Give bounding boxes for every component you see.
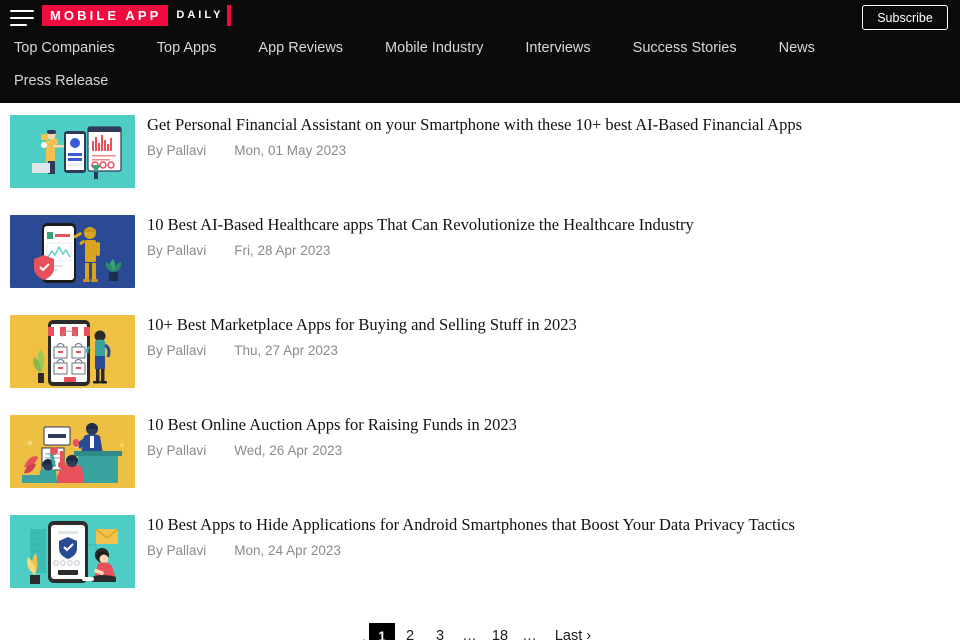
pagination-ellipsis-left: … (462, 628, 478, 640)
article-date: Fri, 28 Apr 2023 (234, 242, 331, 258)
logo-text-secondary: DAILY (168, 5, 225, 26)
hamburger-line (10, 17, 34, 19)
pagination-last-button[interactable]: Last › (554, 628, 592, 640)
nav-item-press-release[interactable]: Press Release (14, 72, 109, 89)
pagination (0, 623, 960, 640)
article-author: By Pallavi (147, 542, 207, 558)
article-title[interactable]: Get Personal Financial Assistant on your Smartphone with these 10+ best AI-Based Financial Apps (147, 115, 803, 134)
nav-item-top-apps[interactable]: Top Apps (156, 40, 217, 56)
site-logo[interactable] (42, 5, 231, 26)
nav-item-success-stories[interactable]: Success Stories (632, 40, 737, 56)
article-list-item[interactable] (0, 215, 960, 315)
nav-item-mobile-industry[interactable]: Mobile Industry (385, 40, 484, 56)
pagination-page-2[interactable]: 2 (405, 628, 415, 640)
article-meta (147, 443, 517, 458)
article-date: Thu, 27 Apr 2023 (234, 342, 338, 358)
article-title[interactable]: 10+ Best Marketplace Apps for Buying and Selling Stuff in 2023 (147, 315, 577, 334)
thumbnail-financial-apps[interactable] (10, 115, 135, 188)
logo-accent-bar (227, 5, 231, 26)
article-author: By Pallavi (147, 142, 207, 158)
nav-item-news[interactable]: News (778, 40, 815, 56)
site-header (0, 0, 960, 103)
pagination-page-3[interactable]: 3 (435, 628, 445, 640)
thumbnail-auction-apps[interactable] (10, 415, 135, 488)
article-title[interactable]: 10 Best Apps to Hide Applications for Android Smartphones that Boost Your Data Privacy Tactics (147, 515, 795, 534)
article-title[interactable]: 10 Best AI-Based Healthcare apps That Can Revolutionize the Healthcare Industry (147, 215, 694, 234)
article-text-block (135, 415, 517, 458)
article-date: Wed, 26 Apr 2023 (234, 442, 343, 458)
thumbnail-hide-apps[interactable] (10, 515, 135, 588)
hamburger-menu-icon[interactable] (10, 8, 36, 28)
thumbnail-marketplace-apps[interactable] (10, 315, 135, 388)
main-navigation (0, 32, 960, 134)
article-list-item[interactable] (0, 315, 960, 415)
pagination-page-1[interactable]: 1 (369, 623, 395, 640)
nav-item-advertise[interactable] (14, 97, 946, 134)
article-author: By Pallavi (147, 342, 207, 358)
article-list-item[interactable] (0, 415, 960, 515)
logo-text-primary: MOBILE APP (42, 5, 168, 26)
nav-item-interviews[interactable]: Interviews (525, 40, 591, 56)
pagination-ellipsis-right: … (522, 628, 538, 640)
hamburger-line (10, 10, 34, 12)
article-meta (147, 143, 802, 158)
nav-item-app-reviews[interactable]: App Reviews (258, 40, 344, 56)
article-text-block (135, 315, 577, 358)
pagination-leading-dot: . (362, 628, 366, 640)
article-title[interactable]: 10 Best Online Auction Apps for Raising Funds in 2023 (147, 415, 517, 434)
subscribe-button[interactable]: Subscribe (862, 5, 948, 30)
nav-item-top-companies[interactable]: Top Companies (14, 40, 115, 56)
article-meta (147, 343, 577, 358)
hamburger-line (10, 24, 27, 26)
article-meta (147, 243, 694, 258)
article-list-item[interactable] (0, 515, 960, 615)
article-text-block (135, 515, 795, 558)
article-date: Mon, 24 Apr 2023 (234, 542, 341, 558)
article-list (0, 103, 960, 615)
article-date: Mon, 01 May 2023 (234, 142, 347, 158)
header-top-bar (0, 0, 960, 36)
pagination-page-18[interactable]: 18 (491, 628, 509, 640)
thumbnail-healthcare-apps[interactable] (10, 215, 135, 288)
article-text-block (135, 215, 694, 258)
article-author: By Pallavi (147, 242, 207, 258)
article-author: By Pallavi (147, 442, 207, 458)
article-meta (147, 543, 795, 558)
